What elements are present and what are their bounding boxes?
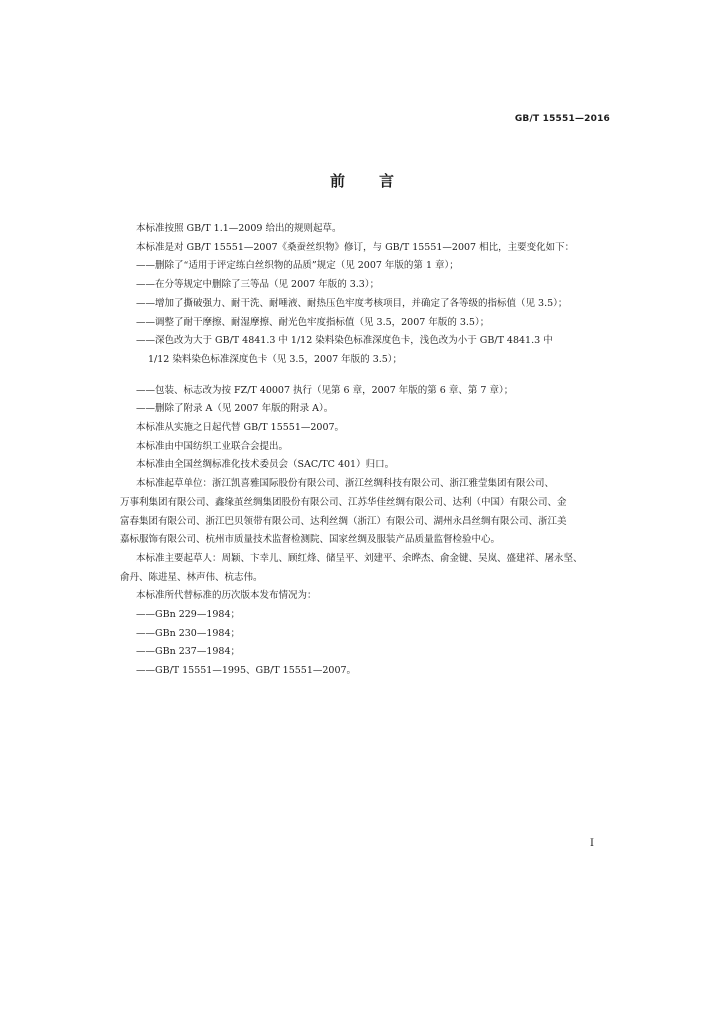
- paragraph-drafting-units-continuation: 嘉标服饰有限公司、杭州市质量技术监督检测院、国家丝绸及服装产品质量监督检验中心。: [120, 534, 501, 546]
- paragraph-drafters-continuation: 俞丹、陈进星、林声伟、杭志伟。: [120, 571, 263, 583]
- change-item: ——调整了耐干摩擦、耐湿摩擦、耐光色牢度指标值（见 3.5，2007 年版的 3.5）；: [136, 316, 490, 328]
- paragraph-replacement: 本标准从实施之日起代替 GB/T 15551—2007。: [136, 422, 345, 434]
- change-item: ——深色改为大于 GB/T 4841.3 中 1/12 染料染色标准深度色卡，浅色改为小于 GB/T 4841.3 中: [136, 335, 553, 347]
- paragraph-drafting-units-continuation: 万事利集团有限公司、鑫缘茧丝绸集团股份有限公司、江苏华佳丝绸有限公司、达利（中国）有限公司、金: [120, 496, 567, 508]
- history-item: ——GBn 237—1984；: [136, 646, 241, 658]
- paragraph-drafting-units: 本标准起草单位：浙江凯喜雅国际股份有限公司、浙江丝绸科技有限公司、浙江雅莹集团有限公司、: [136, 478, 555, 490]
- paragraph-drafting-rules: 本标准按照 GB/T 1.1—2009 给出的规则起草。: [136, 223, 342, 234]
- paragraph-proposer: 本标准由中国纺织工业联合会提出。: [136, 440, 289, 452]
- history-item: ——GBn 229—1984；: [136, 609, 241, 621]
- foreword-body: [120, 220, 620, 681]
- paragraph-history-intro: 本标准所代替标准的历次版本发布情况为：: [136, 590, 317, 602]
- document-code: GB/T 15551—2016: [514, 114, 610, 124]
- change-item: ——删除了“适用于评定练白丝织物的品质”规定（见 2007 年版的第 1 章）；: [136, 260, 459, 272]
- page-title: 前言: [329, 172, 428, 190]
- change-item: ——在分等规定中删除了三等品（见 2007 年版的 3.3）；: [136, 279, 380, 291]
- page-number: I: [590, 838, 594, 849]
- paragraph-drafting-units-continuation: 富春集团有限公司、浙江巴贝领带有限公司、达利丝绸（浙江）有限公司、湖州永昌丝绸有限公司、浙江美: [120, 515, 567, 527]
- change-item: ——包装、标志改为按 FZ/T 40007 执行（见第 6 章，2007 年版的第 6 章、第 7 章）；: [136, 384, 514, 396]
- change-item: ——删除了附录 A（见 2007 年版的附录 A）。: [136, 403, 334, 415]
- paragraph-drafters: 本标准主要起草人：周颖、卞幸儿、顾红烽、储呈平、刘建平、余晔杰、俞金键、吴岚、盛建祥、屠永坚、: [136, 552, 583, 564]
- history-item: ——GB/T 15551—1995、GB/T 15551—2007。: [136, 665, 357, 677]
- change-item: ——增加了撕破强力、耐干洗、耐唾液、耐热压色牢度考核项目，并确定了各等级的指标值（见 3.5）；: [136, 297, 568, 309]
- change-item-continuation: 1/12 染料染色标准深度色卡（见 3.5，2007 年版的 3.5）；: [148, 353, 403, 365]
- paragraph-committee: 本标准由全国丝绸标准化技术委员会（SAC/TC 401）归口。: [136, 459, 395, 471]
- history-item: ——GBn 230—1984；: [136, 627, 241, 639]
- paragraph-revision-note: 本标准是对 GB/T 15551—2007《桑蚕丝织物》修订，与 GB/T 15551—2007 相比，主要变化如下：: [136, 241, 575, 253]
